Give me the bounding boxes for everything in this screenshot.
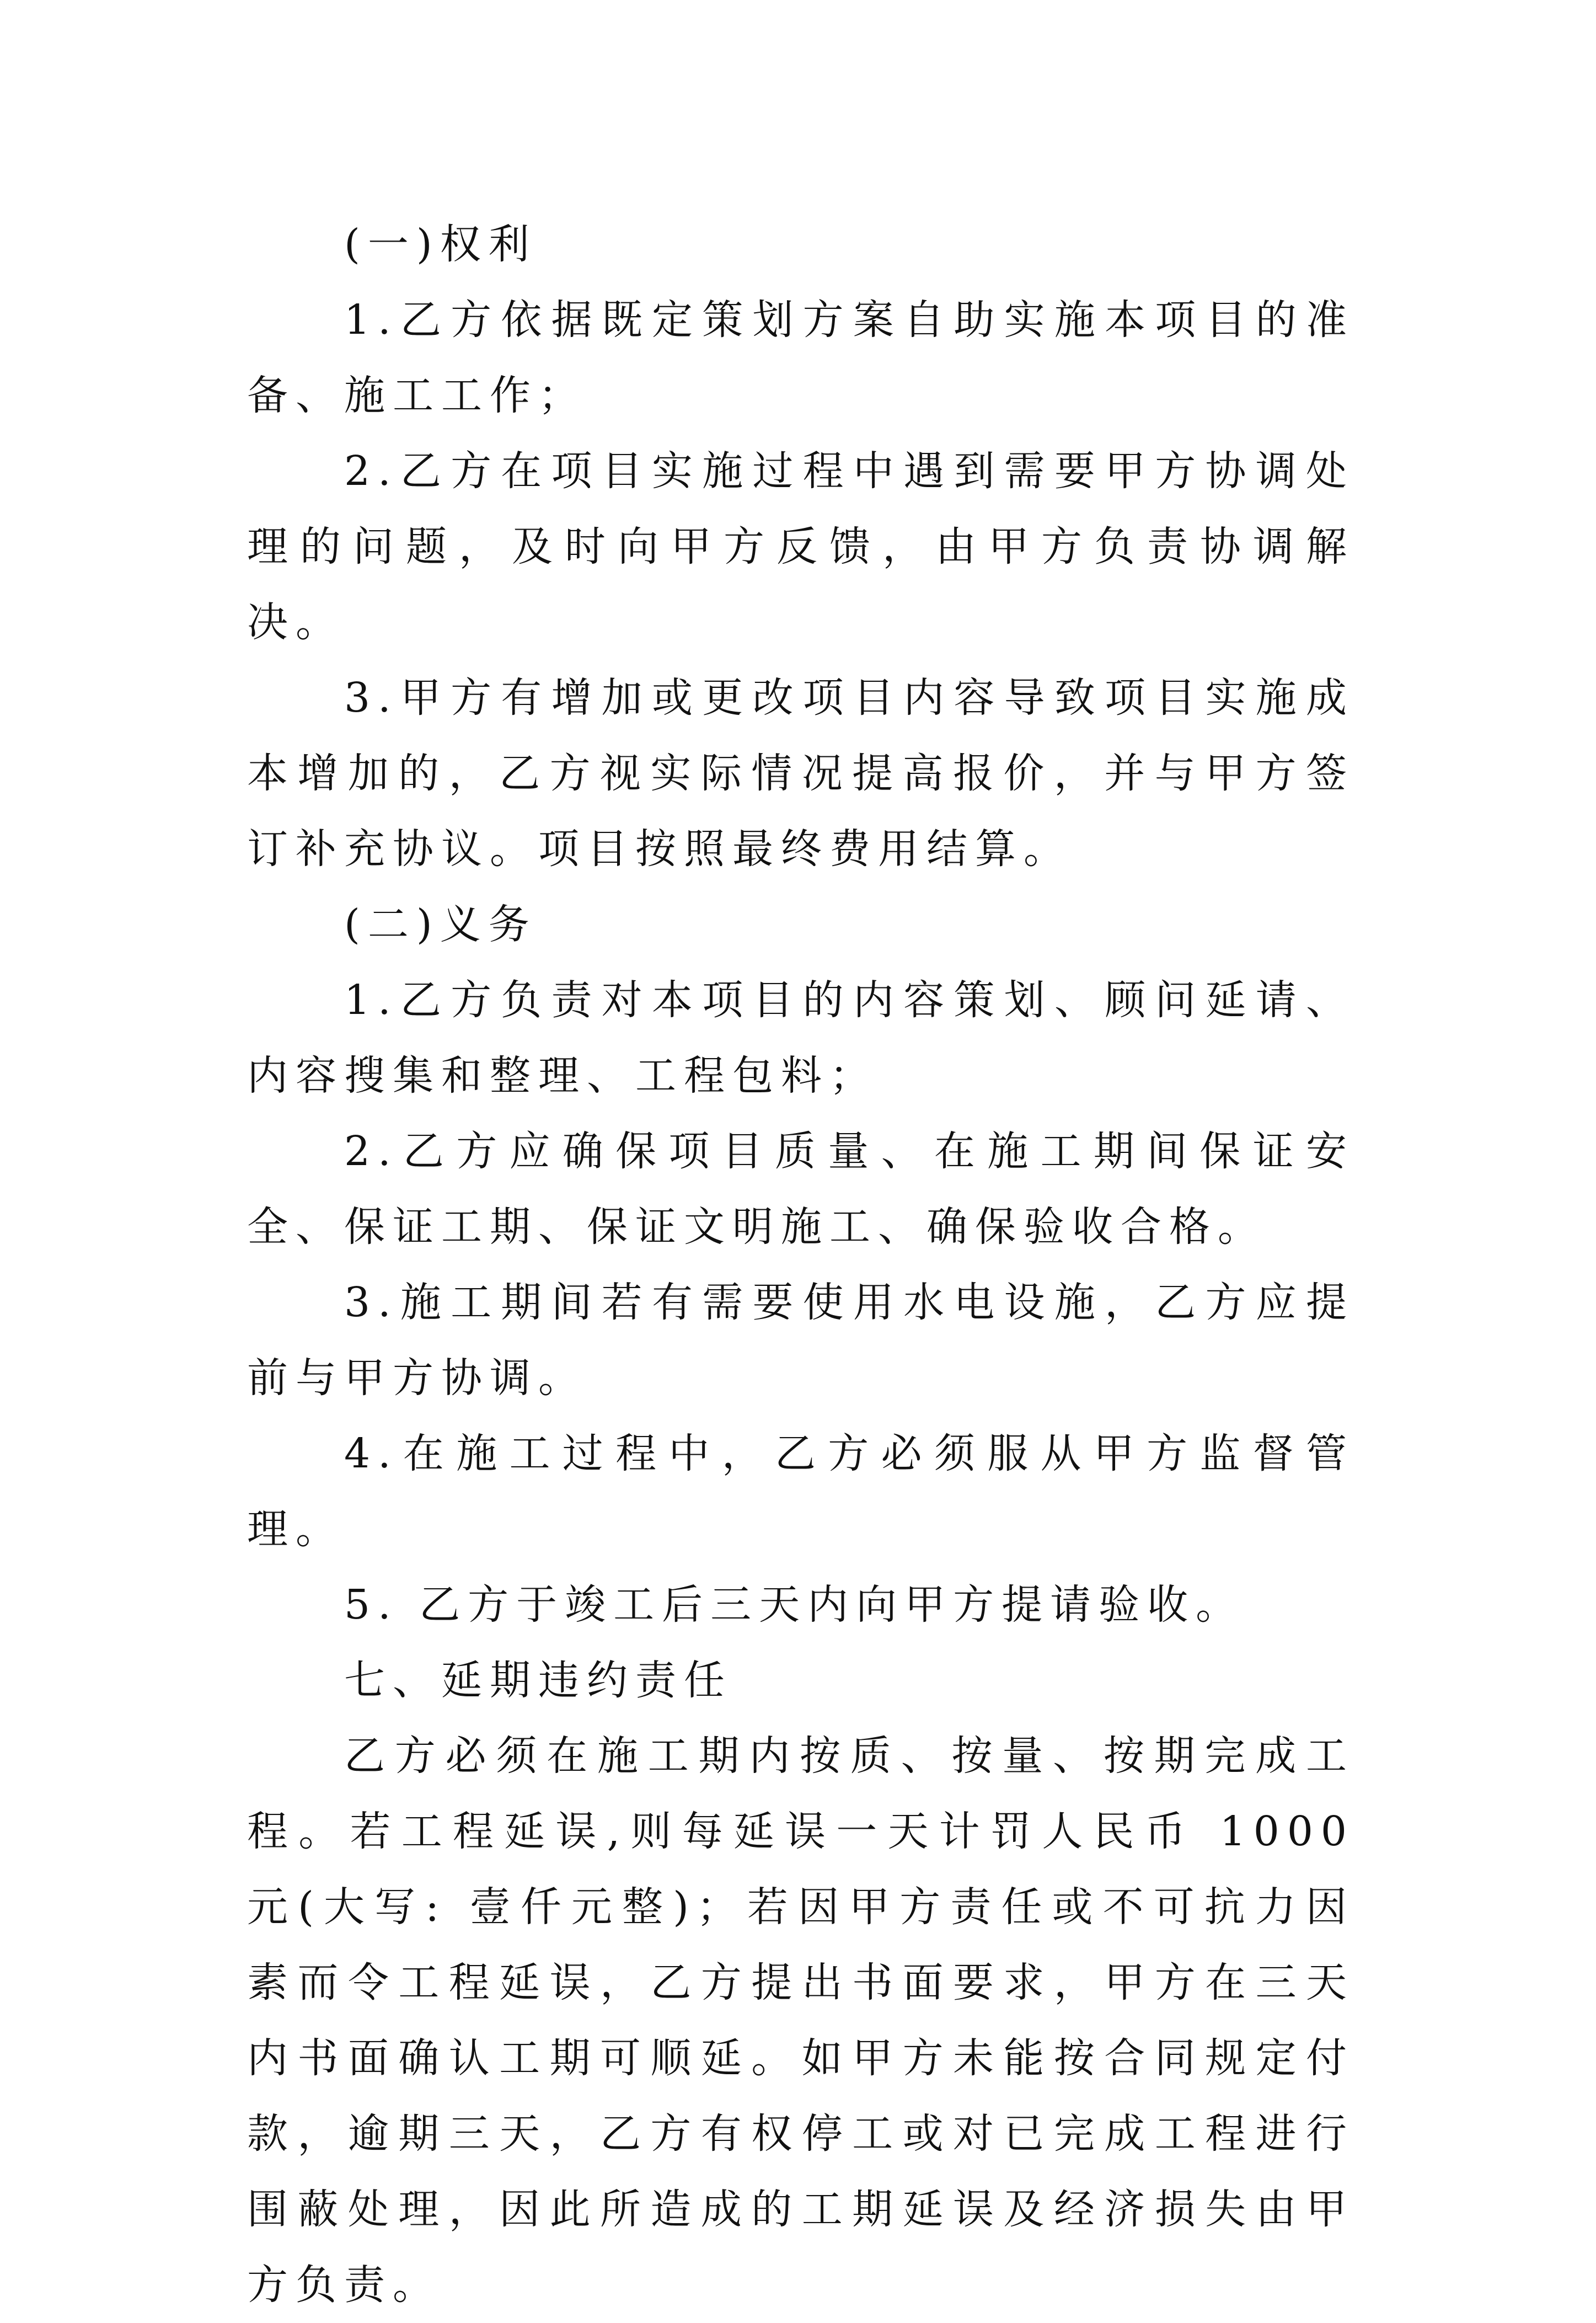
heading-obligations: (二)义务 bbox=[344, 901, 537, 948]
delay-liability-paragraph: 乙方必须在施工期内按质、按量、按期完成工程。若工程延误,则每延误一天计罚人民币 1000 元(大写: 壹仟元整)；若因甲方责任或不可抗力因素而令工程延误，乙方提出书面要求，甲方在三天内书面确认工期可顺延。如甲方未能按合同规定付款，逾期三天，乙方有权停工或对已完成工程进行围蔽处理，因此所造成的工期延误及经济损失由甲方负责。 bbox=[247, 1732, 1354, 2309]
document-body bbox=[247, 207, 1354, 2323]
obligations-item-2: 2.乙方应确保项目质量、在施工期间保证安全、保证工期、保证文明施工、确保验收合格。 bbox=[247, 1128, 1354, 1251]
rights-item-2: 2.乙方在项目实施过程中遇到需要甲方协调处理的问题，及时向甲方反馈，由甲方负责协调解决。 bbox=[247, 447, 1354, 646]
section-heading-delay-liability: 七、延期违约责任 bbox=[344, 1657, 732, 1704]
obligations-item-4: 4.在施工过程中，乙方必须服从甲方监督管理。 bbox=[247, 1430, 1354, 1553]
rights-item-1: 1.乙方依据既定策划方案自助实施本项目的准备、施工工作； bbox=[247, 296, 1354, 419]
obligations-item-1: 1.乙方负责对本项目的内容策划、顾问延请、内容搜集和整理、工程包料； bbox=[247, 976, 1354, 1099]
obligations-item-3: 3.施工期间若有需要使用水电设施，乙方应提前与甲方协调。 bbox=[247, 1279, 1354, 1402]
obligations-item-5: 5. 乙方于竣工后三天内向甲方提请验收。 bbox=[344, 1581, 1245, 1628]
rights-item-3: 3.甲方有增加或更改项目内容导致项目实施成本增加的，乙方视实际情况提高报价，并与甲方签订补充协议。项目按照最终费用结算。 bbox=[247, 674, 1354, 873]
heading-rights: (一)权利 bbox=[344, 221, 537, 268]
